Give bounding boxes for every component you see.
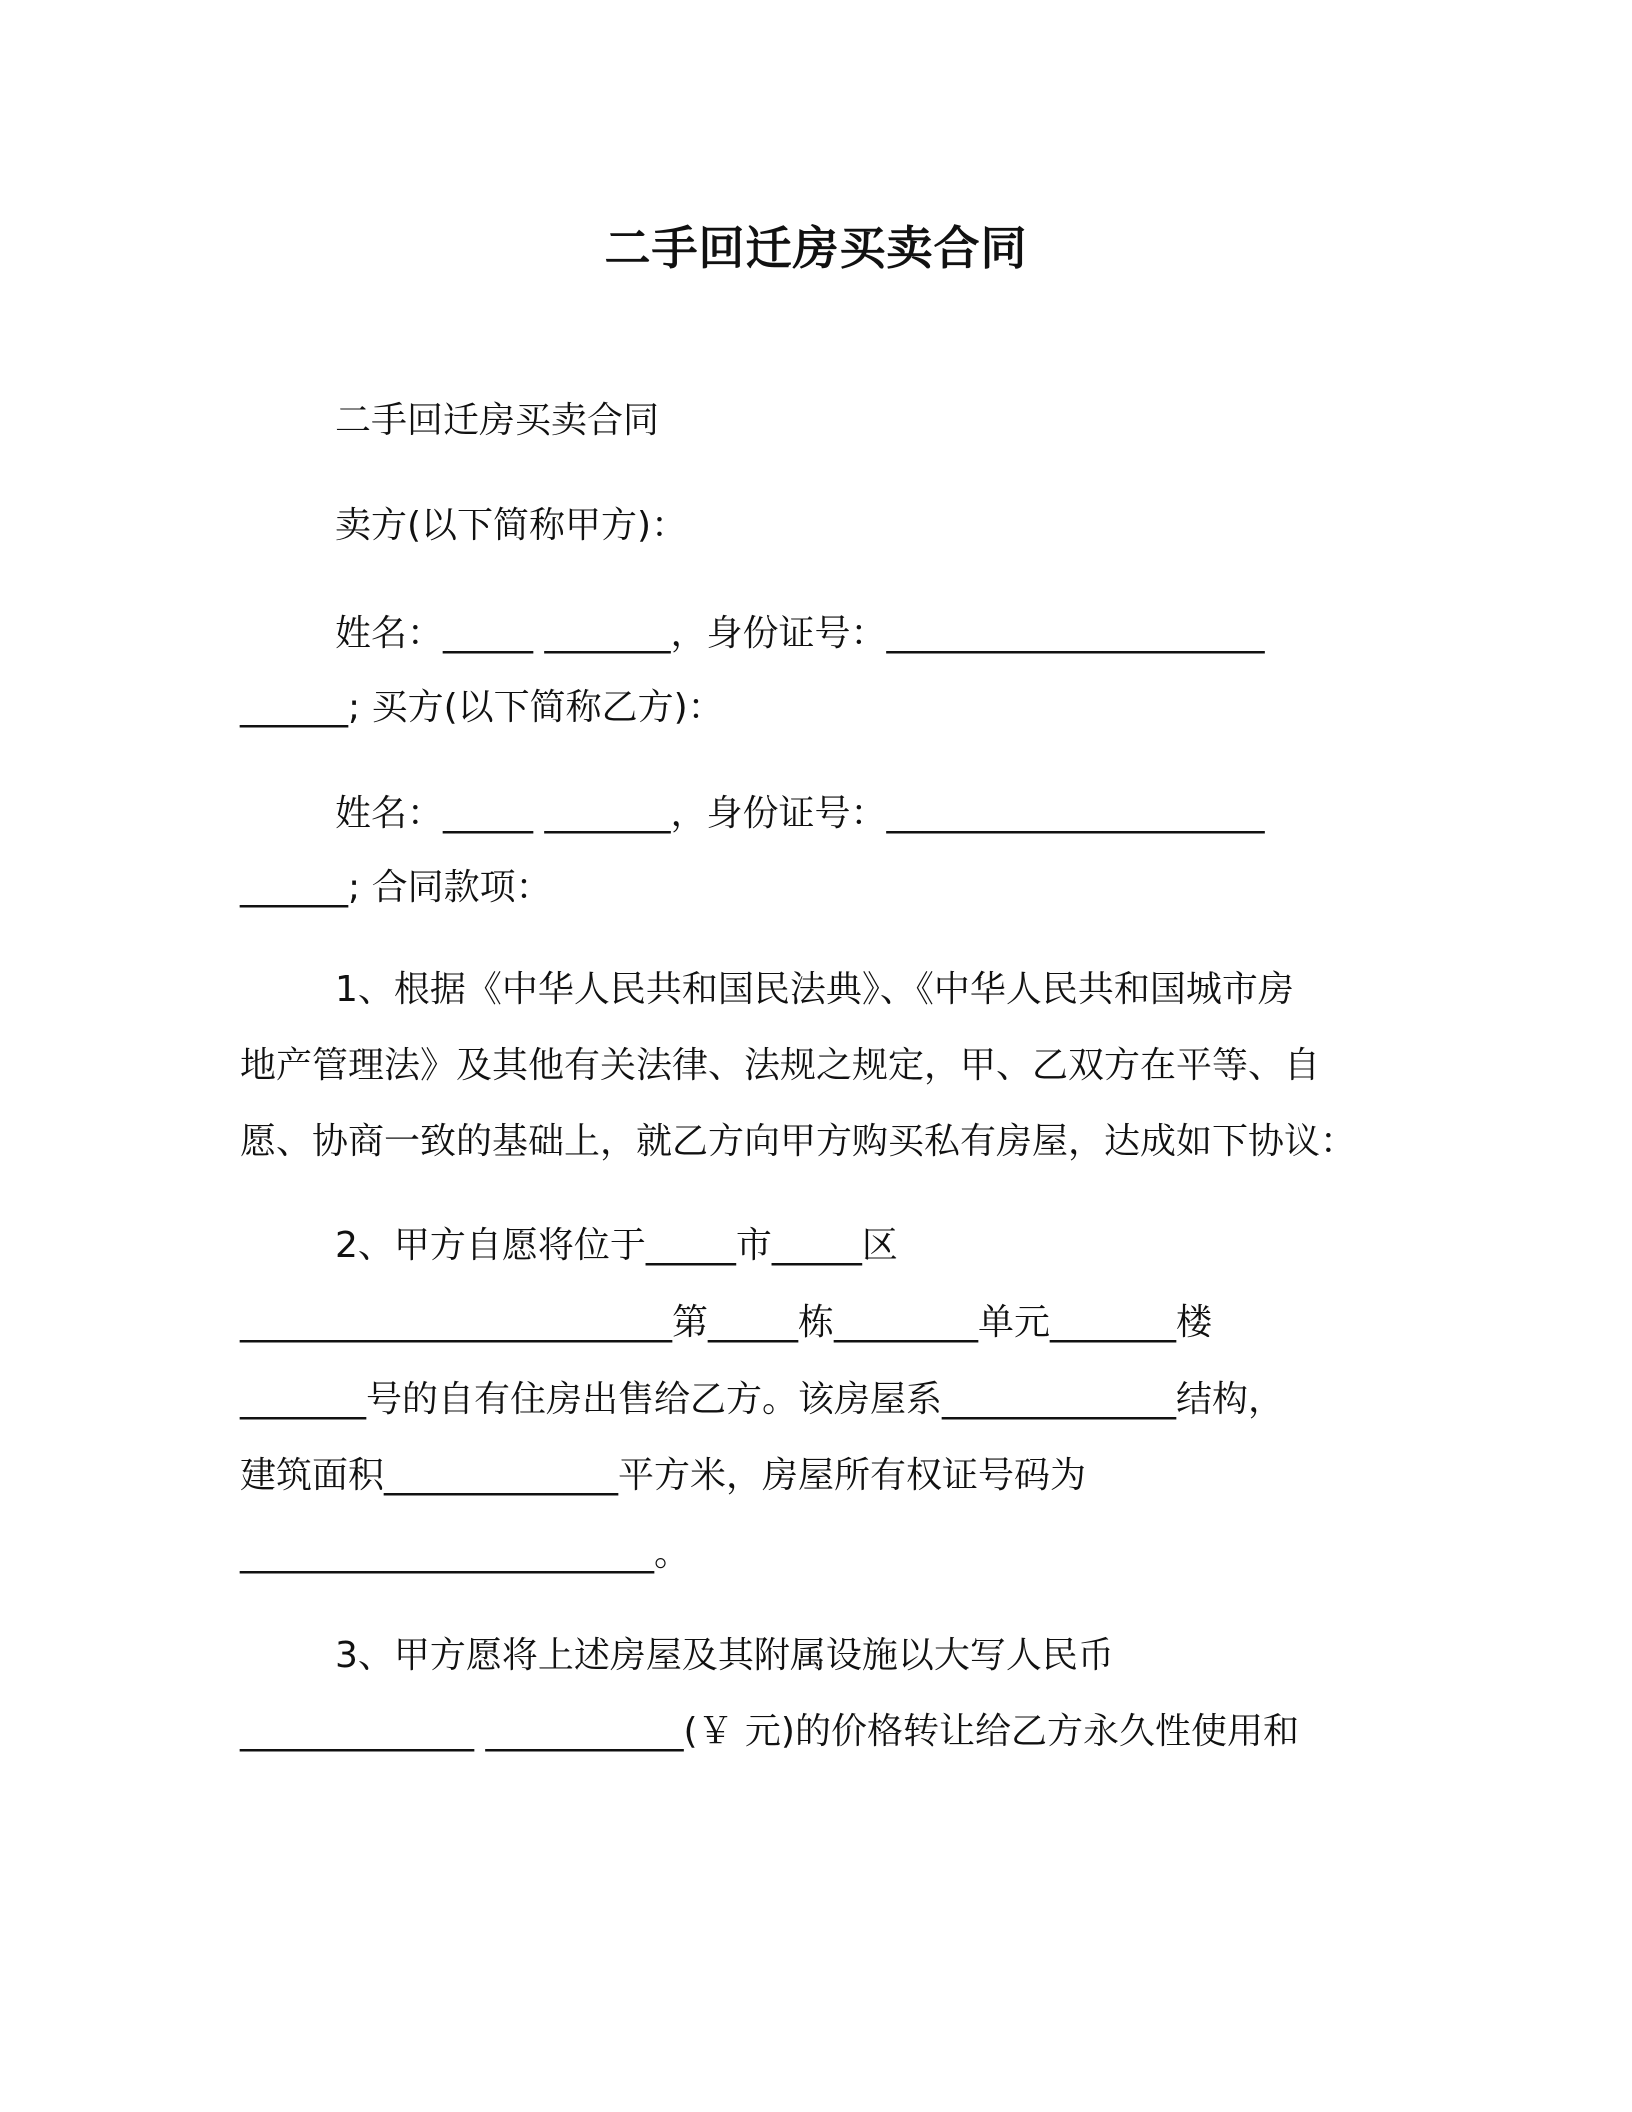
contract-terms-heading-line: ______; 合同款项： bbox=[240, 867, 552, 908]
buyer-name-id-line: 姓名：_____ _______，身份证号：_____________________ bbox=[335, 793, 1265, 834]
clause-2-line-4: 建筑面积_____________平方米，房屋所有权证号码为 bbox=[240, 1455, 1087, 1496]
clause-2-line-1: 2、甲方自愿将位于_____市_____区 bbox=[335, 1225, 898, 1266]
clause-3-line-1: 3、甲方愿将上述房屋及其附属设施以大写人民币 bbox=[335, 1635, 1114, 1676]
clause-1-line-2: 地产管理法》及其他有关法律、法规之规定，甲、乙双方在平等、自 bbox=[240, 1045, 1321, 1086]
paragraph-seller-heading: 卖方(以下简称甲方)： bbox=[335, 505, 688, 546]
clause-1-line-3: 愿、协商一致的基础上，就乙方向甲方购买私有房屋，达成如下协议： bbox=[240, 1121, 1357, 1162]
clause-3-line-2: _____________ ___________(￥ 元)的价格转让给乙方永久性使用和 bbox=[240, 1711, 1299, 1752]
clause-2-line-5: _______________________。 bbox=[240, 1533, 690, 1574]
seller-name-id-line: 姓名：_____ _______，身份证号：_____________________ bbox=[335, 613, 1265, 654]
clause-2-line-3: _______号的自有住房出售给乙方。该房屋系_____________结构， bbox=[240, 1379, 1285, 1420]
paragraph-subtitle: 二手回迁房买卖合同 bbox=[335, 400, 660, 441]
clause-1-line-1: 1、根据《中华人民共和国民法典》、《中华人民共和国城市房 bbox=[335, 969, 1294, 1010]
document-title: 二手回迁房买卖合同 bbox=[604, 221, 1028, 275]
clause-2-line-2: ________________________第_____栋________单元_______楼 bbox=[240, 1302, 1212, 1343]
buyer-heading-line: ______; 买方(以下简称乙方)： bbox=[240, 687, 724, 728]
